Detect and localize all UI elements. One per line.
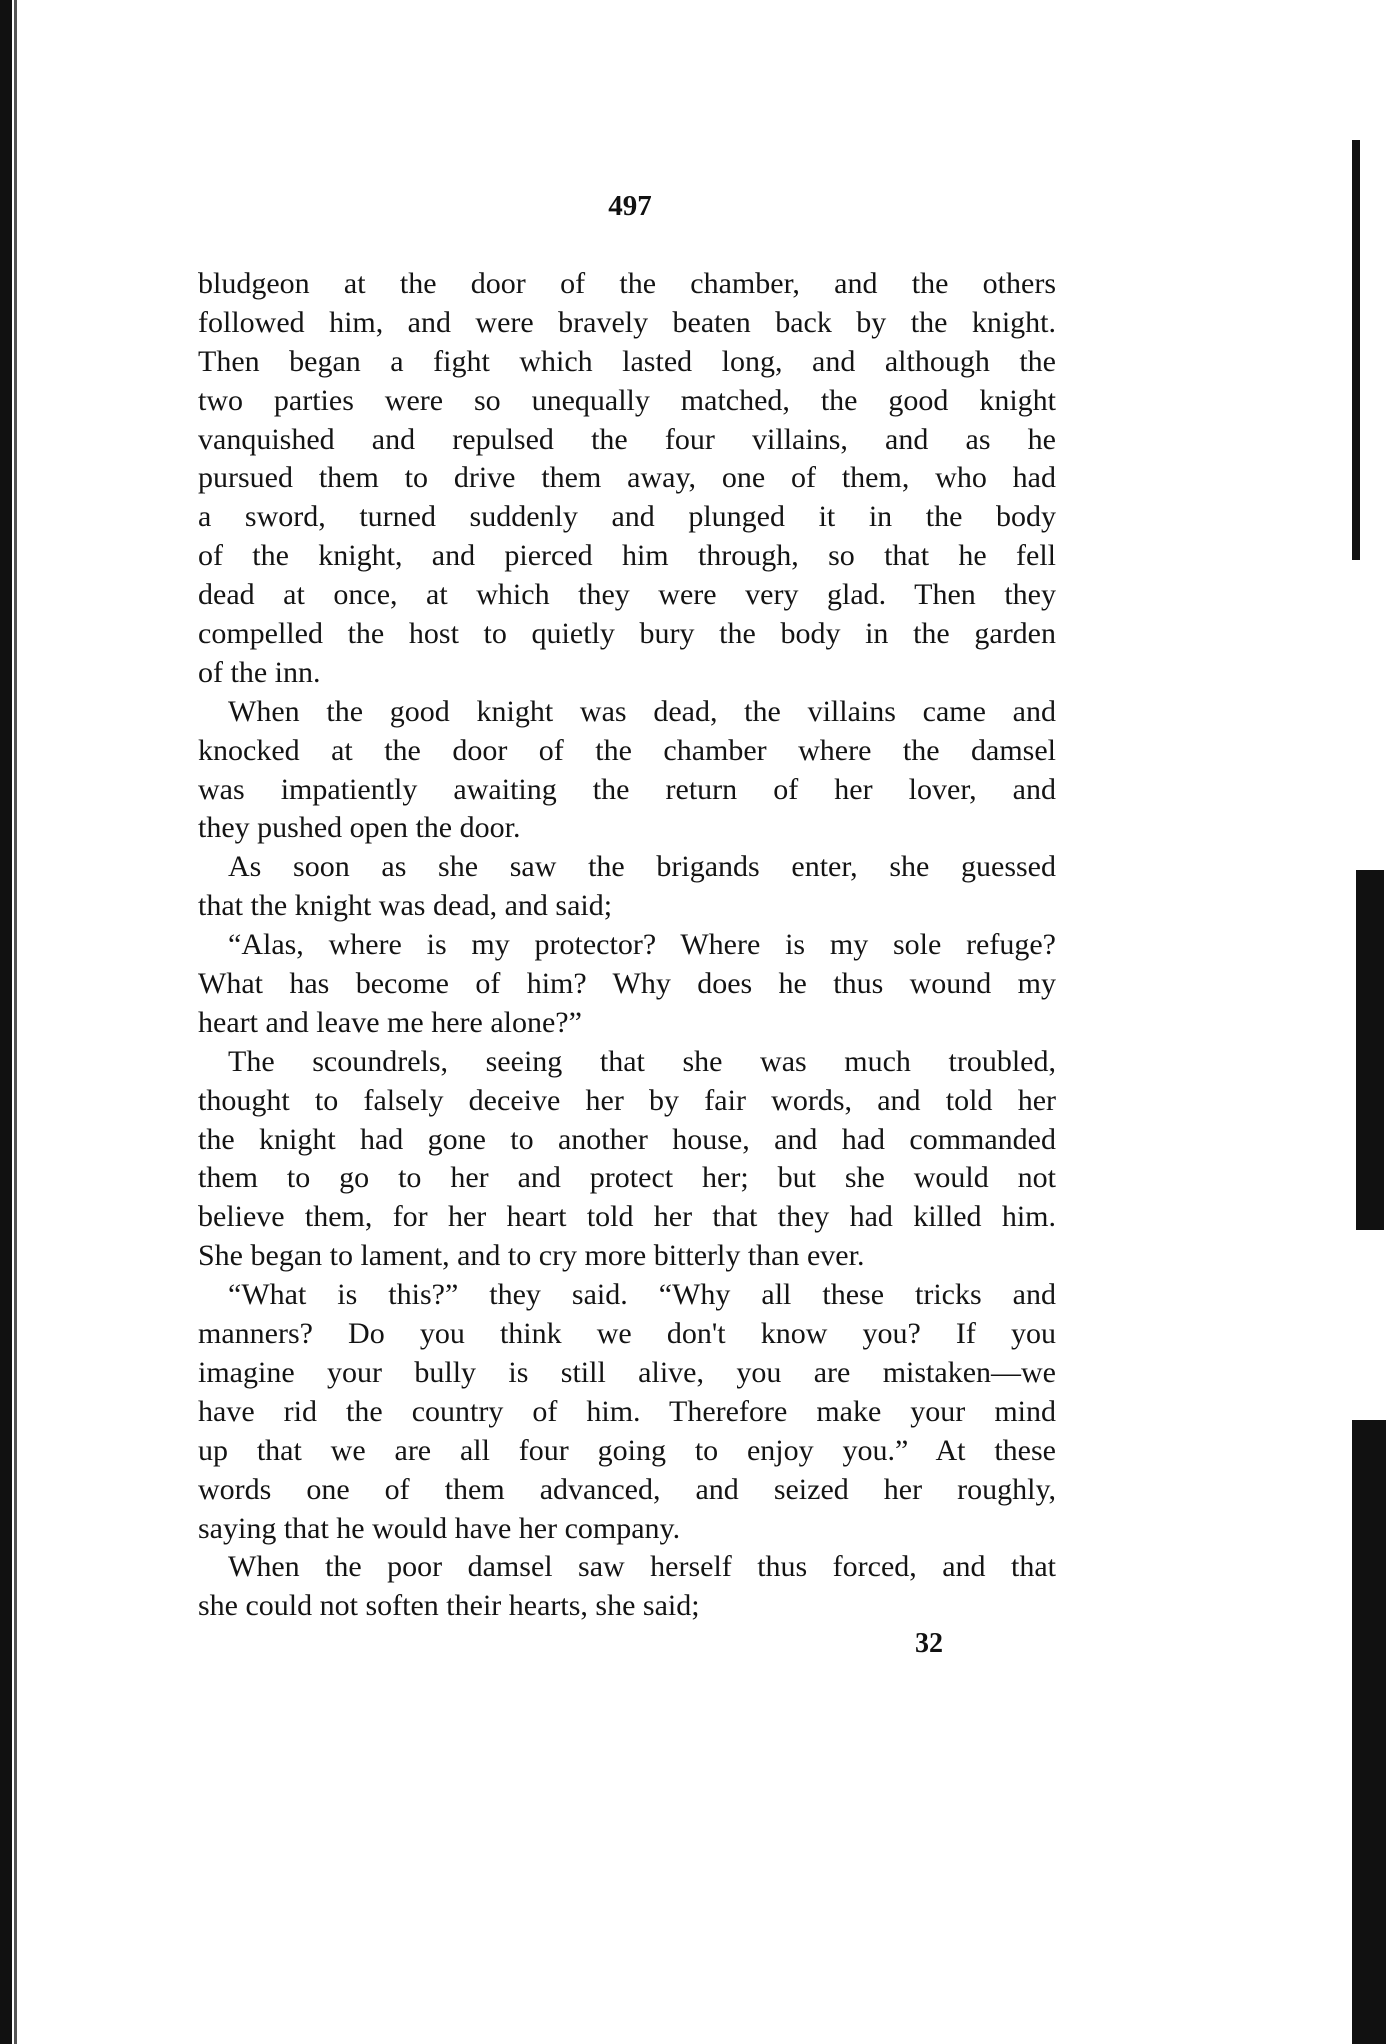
signature-mark: 32 xyxy=(915,1628,943,1659)
scan-edge-left-inner xyxy=(14,0,17,2044)
paragraph xyxy=(198,848,1056,926)
text-line: them to go to her and protect her; but she would not xyxy=(198,1161,1056,1195)
text-line: words one of them advanced, and seized her roughly, xyxy=(198,1472,1056,1506)
scan-edge-right-3 xyxy=(1352,1420,1386,2044)
paragraph xyxy=(198,1043,1056,1276)
text-line: knocked at the door of the chamber where the damsel xyxy=(198,733,1056,767)
text-line: the knight had gone to another house, and had commanded xyxy=(198,1122,1056,1156)
text-line: compelled the host to quietly bury the body in the garden xyxy=(198,617,1056,651)
paragraph xyxy=(198,926,1056,1043)
paragraph xyxy=(198,1548,1056,1626)
text-line: believe them, for her heart told her that they had killed him. xyxy=(198,1200,1056,1234)
text-line: dead at once, at which they were very glad. Then they xyxy=(198,578,1056,612)
paragraph xyxy=(198,1276,1056,1548)
text-line: manners? Do you think we don't know you? If you xyxy=(198,1317,1056,1351)
scan-edge-left xyxy=(0,0,12,2044)
text-line: pursued them to drive them away, one of them, who had xyxy=(198,461,1056,495)
text-line: have rid the country of him. Therefore make your mind xyxy=(198,1394,1056,1428)
text-line: she could not soften their hearts, she said; xyxy=(198,1589,700,1623)
paragraph xyxy=(198,693,1056,849)
page-number: 497 xyxy=(608,190,652,222)
text-line: they pushed open the door. xyxy=(198,811,521,845)
text-line: As soon as she saw the brigands enter, she guessed xyxy=(228,850,1056,884)
text-line: saying that he would have her company. xyxy=(198,1511,681,1545)
text-line: up that we are all four going to enjoy you.” At these xyxy=(198,1433,1056,1467)
text-line: of the inn. xyxy=(198,655,321,689)
text-line: followed him, and were bravely beaten back by the knight. xyxy=(198,305,1056,339)
text-line: that the knight was dead, and said; xyxy=(198,889,613,923)
text-line: a sword, turned suddenly and plunged it in the body xyxy=(198,500,1056,534)
text-line: When the poor damsel saw herself thus forced, and that xyxy=(228,1550,1056,1584)
scan-edge-right-1 xyxy=(1352,140,1360,560)
text-line: thought to falsely deceive her by fair words, and told her xyxy=(198,1083,1056,1117)
text-line: heart and leave me here alone?” xyxy=(198,1005,582,1039)
paragraph xyxy=(198,265,1056,693)
text-line: vanquished and repulsed the four villains, and as he xyxy=(198,422,1056,456)
text-line: two parties were so unequally matched, the good knight xyxy=(198,383,1056,417)
text-line: was impatiently awaiting the return of her lover, and xyxy=(198,772,1056,806)
text-line: “Alas, where is my protector? Where is my sole refuge? xyxy=(228,928,1056,962)
text-line: “What is this?” they said. “Why all these tricks and xyxy=(228,1278,1056,1312)
text-line: of the knight, and pierced him through, so that he fell xyxy=(198,539,1056,573)
scan-edge-right-2 xyxy=(1356,870,1384,1230)
body-text xyxy=(198,265,1056,1626)
text-line: What has become of him? Why does he thus wound my xyxy=(198,967,1056,1001)
text-line: imagine your bully is still alive, you are mistaken—we xyxy=(198,1355,1056,1389)
text-line: When the good knight was dead, the villains came and xyxy=(228,694,1056,728)
text-line: She began to lament, and to cry more bitterly than ever. xyxy=(198,1239,865,1273)
text-line: Then began a fight which lasted long, and although the xyxy=(198,344,1056,378)
text-line: bludgeon at the door of the chamber, and the others xyxy=(198,267,1056,300)
text-line: The scoundrels, seeing that she was much troubled, xyxy=(228,1044,1056,1078)
